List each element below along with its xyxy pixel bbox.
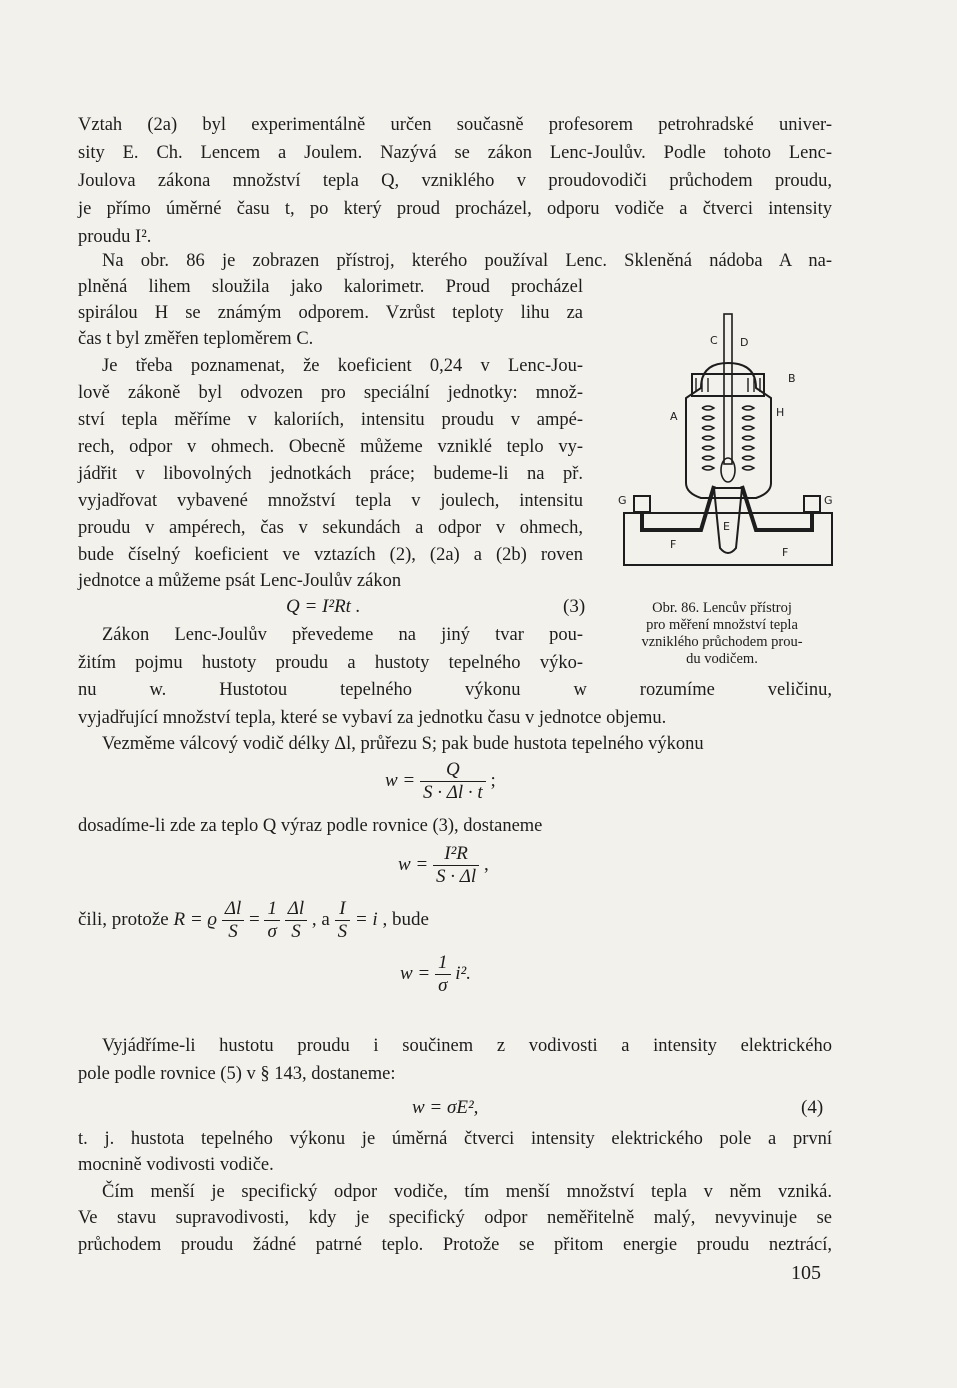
text-line: Vyjádříme-li hustotu proudu i součinem z vodivosti a intensity elektrického <box>102 1036 832 1056</box>
denominator: S · Δl <box>436 866 477 887</box>
text-line: průchodem proudu žádné patrné teplo. Protože se přitom energie proudu neztrácí, <box>78 1235 832 1255</box>
eq-equals: = <box>249 908 260 930</box>
denominator: S <box>291 921 301 942</box>
text-line: Na obr. 86 je zobrazen přístroj, kterého používal Lenc. Skleněná nádoba A na- <box>102 251 832 271</box>
eq-rhs: = i <box>354 908 378 930</box>
denominator: σ <box>438 975 448 996</box>
text-line: Vztah (2a) byl experimentálně určen současně profesorem petrohradské univer- <box>78 115 832 135</box>
text-line: jádřit v libovolných jednotkách práce; budeme-li na př. <box>78 464 583 484</box>
text-line: Joulova zákona množství tepla Q, vzniklého v proudovodiči průchodem proudu, <box>78 171 832 191</box>
eq-conj: , a <box>311 908 330 930</box>
terminal-screw <box>634 496 650 512</box>
figure-label: F <box>782 546 789 559</box>
eq-suffix: , bude <box>382 908 429 930</box>
denominator: S <box>228 921 238 942</box>
equation-w3 <box>400 952 471 997</box>
lenc-apparatus-figure <box>606 308 840 598</box>
terminal-screw <box>804 496 820 512</box>
page-number: 105 <box>791 1262 821 1284</box>
text-line: Vezměme válcový vodič délky Δl, průřezu S; pak bude hustota tepelného výkonu <box>102 734 704 754</box>
heating-spiral <box>742 406 754 470</box>
eq-lhs: w = <box>398 853 429 875</box>
fraction <box>433 843 479 888</box>
fraction <box>285 898 307 943</box>
text-line: čas t byl změřen teploměrem C. <box>78 329 314 349</box>
text-line: vyjadřující množství tepla, které se vybaví za jednotku času v jednotce objemu. <box>78 708 667 728</box>
caption-line: pro měření množství tepla <box>646 617 798 633</box>
equation-w1 <box>385 759 496 804</box>
figure-label: G <box>618 494 627 507</box>
fraction <box>420 759 486 804</box>
denominator: S <box>337 921 348 942</box>
text-line: je přímo úměrné času t, po který proud procházel, odporu vodiče a čtverci intensity <box>78 199 832 219</box>
text-line: žitím pojmu hustoty proudu a hustoty tepelného výko- <box>78 653 583 673</box>
equation-r <box>78 898 429 943</box>
text-line: bude číselný koeficient ve vztazích (2), (2a) a (2b) roven <box>78 545 583 565</box>
text-line: pole podle rovnice (5) v § 143, dostaneme: <box>78 1064 396 1084</box>
eq-tail: ; <box>490 769 496 791</box>
text-line: proudu v ampérech, čas v sekundách a odpor v ohmech, <box>78 518 583 538</box>
eq-lhs: w = <box>385 769 416 791</box>
eq-tail: i². <box>455 962 471 984</box>
figure-label: D <box>740 336 749 349</box>
fraction <box>435 952 451 997</box>
numerator: 1 <box>264 898 280 921</box>
numerator: 1 <box>435 952 451 975</box>
eq-lhs: R = ϱ <box>173 908 218 930</box>
equation-3: Q = I²Rt . <box>286 596 361 617</box>
figure-label: B <box>788 372 796 385</box>
equation-number: (4) <box>801 1097 824 1118</box>
caption-line: Obr. 86. Lencův přístroj <box>652 600 792 616</box>
equation-w2 <box>398 843 489 888</box>
text-line: Ve stavu supravodivosti, kdy je specifický odpor neměřitelně malý, nevyvinuje se <box>78 1208 832 1228</box>
figure-label: G <box>824 494 833 507</box>
glass-vessel <box>686 363 771 498</box>
fraction <box>335 898 351 943</box>
eq-lhs: w = <box>400 962 431 984</box>
text-line: spirálou H se známým odporem. Vzrůst teploty lihu za <box>78 303 583 323</box>
cap-hatching <box>696 378 760 392</box>
numerator: I²R <box>433 843 479 866</box>
denominator: σ <box>267 921 277 942</box>
thermometer <box>724 314 732 464</box>
text-line: nu w. Hustotou tepelného výkonu w rozumíme veličinu, <box>78 680 832 700</box>
text-line: plněná lihem sloužila jako kalorimetr. Proud procházel <box>78 277 583 297</box>
figure-caption <box>606 600 838 668</box>
fraction <box>264 898 280 943</box>
denominator: S · Δl · t <box>423 782 483 803</box>
text-line: jednotce a můžeme psát Lenc-Joulův zákon <box>78 571 402 591</box>
caption-line: du vodičem. <box>686 651 758 667</box>
text-line: rech, odpor v ohmech. Obecně můžeme vzniklé teplo vy- <box>78 437 583 457</box>
caption-line: vzniklého průchodem prou- <box>641 634 803 650</box>
fraction <box>222 898 244 943</box>
text-line: proudu I². <box>78 227 152 247</box>
text-line: t. j. hustota tepelného výkonu je úměrná čtverci intensity elektrického pole a první <box>78 1129 832 1149</box>
text-line: dosadíme-li zde za teplo Q výraz podle rovnice (3), dostaneme <box>78 816 543 836</box>
eq-prefix: čili, protože <box>78 908 169 930</box>
text-line: Je třeba poznamenat, že koeficient 0,24 v Lenc-Jou- <box>102 356 583 376</box>
text-line: ství tepla měříme v kaloriích, intensitu proudu v ampé- <box>78 410 583 430</box>
text-line: vyjadřovat vybavené množství tepla v joulech, intensitu <box>78 491 583 511</box>
figure-label: H <box>776 406 785 419</box>
numerator: Δl <box>222 898 244 921</box>
numerator: I <box>335 898 351 921</box>
heating-spiral <box>702 406 714 470</box>
text-line: Čím menší je specifický odpor vodiče, tím menší množství tepla v něm vzniká. <box>102 1182 832 1202</box>
figure-label: C <box>710 334 718 347</box>
eq-tail: , <box>483 853 489 875</box>
text-line: Zákon Lenc-Joulův převedeme na jiný tvar pou- <box>102 625 583 645</box>
figure-label: F <box>670 538 677 551</box>
equation-number: (3) <box>563 596 586 617</box>
equation-4: w = σE², <box>412 1097 479 1118</box>
thermometer-bulb <box>721 458 735 482</box>
figure-label: E <box>723 520 730 533</box>
numerator: Q <box>420 759 486 782</box>
figure-label: A <box>670 410 678 423</box>
text-line: mocnině vodivosti vodiče. <box>78 1155 274 1175</box>
text-line: lově zákoně byl odvozen pro speciální jednotky: množ- <box>78 383 583 403</box>
numerator: Δl <box>285 898 307 921</box>
text-line: sity E. Ch. Lencem a Joulem. Nazývá se zákon Lenc-Joulův. Podle tohoto Lenc- <box>78 143 832 163</box>
